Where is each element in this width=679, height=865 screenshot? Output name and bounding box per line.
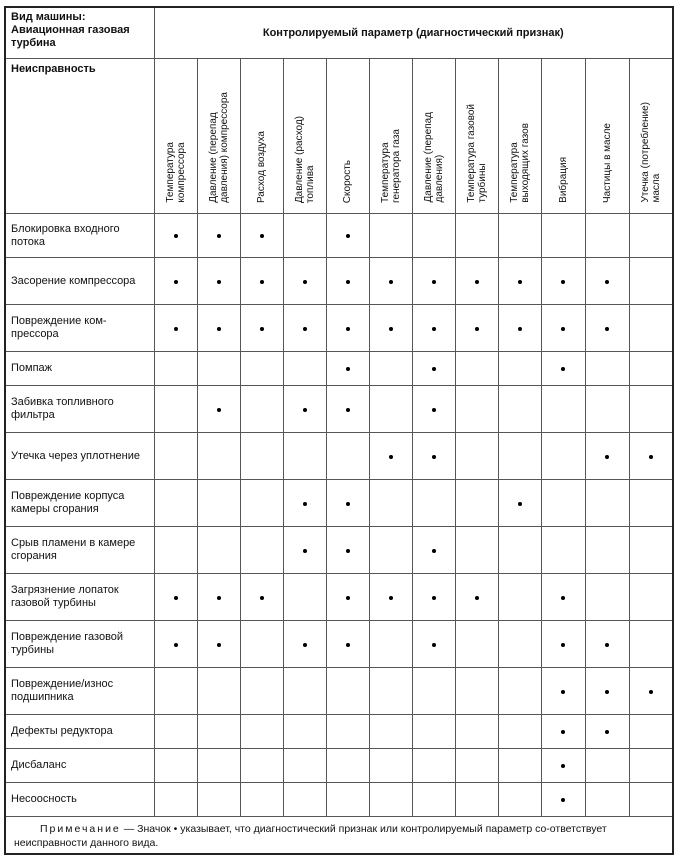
mark-cell	[240, 258, 283, 305]
bullet-mark	[174, 596, 178, 600]
mark-cell	[412, 749, 455, 783]
bullet-mark	[217, 596, 221, 600]
mark-cell	[455, 258, 498, 305]
mark-cell	[629, 386, 673, 433]
mark-cell	[455, 433, 498, 480]
bullet-mark	[174, 643, 178, 647]
mark-cell	[585, 386, 629, 433]
mark-cell	[585, 305, 629, 352]
bullet-mark	[605, 455, 609, 459]
mark-cell	[283, 715, 326, 749]
mark-cell	[585, 527, 629, 574]
mark-cell	[541, 480, 585, 527]
mark-cell	[154, 715, 197, 749]
mark-cell	[498, 783, 541, 817]
mark-cell	[240, 480, 283, 527]
mark-cell	[369, 574, 412, 621]
table-row	[5, 386, 673, 433]
mark-cell	[283, 386, 326, 433]
column-header	[240, 59, 283, 214]
mark-cell	[629, 258, 673, 305]
mark-cell	[369, 527, 412, 574]
column-header	[326, 59, 369, 214]
mark-cell	[369, 715, 412, 749]
mark-cell	[498, 480, 541, 527]
fault-name: Дефекты редуктора	[5, 715, 154, 749]
mark-cell	[326, 352, 369, 386]
mark-cell	[498, 214, 541, 258]
mark-cell	[283, 258, 326, 305]
fault-name: Блокировка входного потока	[5, 214, 154, 258]
mark-cell	[629, 783, 673, 817]
bullet-mark	[432, 280, 436, 284]
mark-cell	[498, 749, 541, 783]
bullet-mark	[303, 643, 307, 647]
mark-cell	[283, 214, 326, 258]
fault-name: Забивка топливного фильтра	[5, 386, 154, 433]
bullet-mark	[605, 690, 609, 694]
mark-cell	[629, 527, 673, 574]
bullet-mark	[346, 408, 350, 412]
bullet-mark	[346, 643, 350, 647]
note-label: Примечание	[40, 823, 121, 835]
mark-cell	[369, 305, 412, 352]
bullet-mark	[561, 764, 565, 768]
bullet-mark	[217, 327, 221, 331]
mark-cell	[541, 715, 585, 749]
bullet-mark	[260, 234, 264, 238]
mark-cell	[326, 433, 369, 480]
column-header-label: Температура выходящих газов	[508, 123, 531, 203]
mark-cell	[498, 621, 541, 668]
bullet-mark	[432, 596, 436, 600]
table-row	[5, 305, 673, 352]
mark-cell	[629, 574, 673, 621]
mark-cell	[197, 258, 240, 305]
mark-cell	[412, 527, 455, 574]
bullet-mark	[561, 596, 565, 600]
bullet-mark	[389, 455, 393, 459]
table-row	[5, 621, 673, 668]
mark-cell	[455, 621, 498, 668]
bullet-mark	[389, 596, 393, 600]
bullet-mark	[605, 327, 609, 331]
bullet-mark	[561, 798, 565, 802]
mark-cell	[240, 668, 283, 715]
mark-cell	[154, 433, 197, 480]
mark-cell	[197, 783, 240, 817]
mark-cell	[154, 480, 197, 527]
mark-cell	[498, 715, 541, 749]
mark-cell	[629, 352, 673, 386]
column-header	[197, 59, 240, 214]
column-header	[369, 59, 412, 214]
mark-cell	[197, 621, 240, 668]
mark-cell	[629, 668, 673, 715]
mark-cell	[541, 352, 585, 386]
mark-cell	[629, 480, 673, 527]
bullet-mark	[174, 234, 178, 238]
mark-cell	[585, 480, 629, 527]
table-row	[5, 258, 673, 305]
table-row	[5, 574, 673, 621]
mark-cell	[283, 783, 326, 817]
fault-title: Неисправность	[5, 59, 154, 214]
mark-cell	[541, 621, 585, 668]
bullet-mark	[561, 327, 565, 331]
mark-cell	[283, 621, 326, 668]
mark-cell	[412, 352, 455, 386]
column-header-label: Давление (расход) топлива	[293, 115, 316, 203]
mark-cell	[369, 480, 412, 527]
bullet-mark	[518, 502, 522, 506]
mark-cell	[585, 749, 629, 783]
column-header	[498, 59, 541, 214]
mark-cell	[283, 749, 326, 783]
mark-cell	[541, 258, 585, 305]
mark-cell	[326, 783, 369, 817]
table-row	[5, 749, 673, 783]
mark-cell	[154, 386, 197, 433]
mark-cell	[197, 386, 240, 433]
mark-cell	[585, 574, 629, 621]
bullet-mark	[518, 280, 522, 284]
mark-cell	[240, 715, 283, 749]
mark-cell	[197, 214, 240, 258]
mark-cell	[154, 214, 197, 258]
mark-cell	[283, 480, 326, 527]
bullet-mark	[303, 549, 307, 553]
mark-cell	[498, 574, 541, 621]
bullet-mark	[561, 280, 565, 284]
bullet-mark	[432, 549, 436, 553]
bullet-mark	[518, 327, 522, 331]
mark-cell	[326, 668, 369, 715]
mark-cell	[498, 668, 541, 715]
bullet-mark	[346, 502, 350, 506]
mark-cell	[498, 527, 541, 574]
mark-cell	[412, 574, 455, 621]
column-header-label: Температура газовой турбины	[465, 104, 488, 203]
mark-cell	[197, 527, 240, 574]
fault-name: Дисбаланс	[5, 749, 154, 783]
mark-cell	[154, 621, 197, 668]
mark-cell	[412, 668, 455, 715]
mark-cell	[455, 305, 498, 352]
params-title: Контролируемый параметр (диагностический признак)	[154, 7, 673, 59]
mark-cell	[197, 574, 240, 621]
bullet-mark	[605, 730, 609, 734]
bullet-mark	[260, 596, 264, 600]
machine-label: Вид машины:	[11, 11, 86, 23]
fault-name: Срыв пламени в камере сгорания	[5, 527, 154, 574]
note-text: — Значок • указывает, что диагностический признак или контролируемый параметр со-ответствует неисправности данного вида.	[14, 823, 607, 849]
mark-cell	[197, 715, 240, 749]
mark-cell	[197, 305, 240, 352]
mark-cell	[283, 668, 326, 715]
bullet-mark	[217, 643, 221, 647]
mark-cell	[240, 574, 283, 621]
mark-cell	[326, 386, 369, 433]
table-row	[5, 433, 673, 480]
column-header-label: Вибрация	[557, 157, 569, 203]
column-header-label: Давление (перепад давления)	[422, 112, 445, 203]
mark-cell	[585, 258, 629, 305]
bullet-mark	[561, 367, 565, 371]
fault-name: Засорение компрессора	[5, 258, 154, 305]
mark-cell	[585, 668, 629, 715]
bullet-mark	[303, 280, 307, 284]
mark-cell	[541, 527, 585, 574]
bullet-mark	[217, 280, 221, 284]
mark-cell	[455, 386, 498, 433]
table-row	[5, 783, 673, 817]
mark-cell	[369, 668, 412, 715]
column-header	[585, 59, 629, 214]
mark-cell	[541, 668, 585, 715]
machine-value: Авиационная газовая турбина	[11, 24, 130, 49]
bullet-mark	[561, 643, 565, 647]
mark-cell	[412, 783, 455, 817]
bullet-mark	[649, 690, 653, 694]
mark-cell	[283, 305, 326, 352]
bullet-mark	[174, 327, 178, 331]
mark-cell	[455, 783, 498, 817]
column-header-label: Температура компрессора	[164, 142, 187, 203]
bullet-mark	[346, 367, 350, 371]
mark-cell	[412, 715, 455, 749]
table-row	[5, 668, 673, 715]
column-header	[154, 59, 197, 214]
table-row	[5, 214, 673, 258]
mark-cell	[369, 621, 412, 668]
mark-cell	[541, 386, 585, 433]
column-header-label: Расход воздуха	[256, 130, 267, 203]
mark-cell	[541, 783, 585, 817]
bullet-mark	[260, 280, 264, 284]
mark-cell	[629, 305, 673, 352]
column-header	[455, 59, 498, 214]
mark-cell	[240, 621, 283, 668]
fault-name: Несоосность	[5, 783, 154, 817]
mark-cell	[326, 258, 369, 305]
bullet-mark	[432, 327, 436, 331]
bullet-mark	[432, 408, 436, 412]
column-header-label: Частицы в масле	[601, 122, 613, 203]
mark-cell	[541, 433, 585, 480]
mark-cell	[240, 783, 283, 817]
bullet-mark	[346, 234, 350, 238]
bullet-mark	[432, 367, 436, 371]
fault-name: Повреждение корпуса камеры сгорания	[5, 480, 154, 527]
mark-cell	[154, 305, 197, 352]
column-header	[629, 59, 673, 214]
bullet-mark	[303, 408, 307, 412]
bullet-mark	[475, 596, 479, 600]
column-header-label: Давление (перепад давления) компрессора	[207, 92, 230, 203]
column-header	[412, 59, 455, 214]
mark-cell	[154, 783, 197, 817]
mark-cell	[283, 574, 326, 621]
mark-cell	[197, 433, 240, 480]
mark-cell	[629, 433, 673, 480]
note-row	[5, 817, 673, 855]
column-header	[283, 59, 326, 214]
bullet-mark	[649, 455, 653, 459]
mark-cell	[197, 668, 240, 715]
bullet-mark	[260, 327, 264, 331]
mark-cell	[369, 433, 412, 480]
bullet-mark	[303, 327, 307, 331]
table-row	[5, 352, 673, 386]
mark-cell	[326, 214, 369, 258]
mark-cell	[240, 305, 283, 352]
mark-cell	[369, 386, 412, 433]
mark-cell	[240, 433, 283, 480]
column-header-label: Утечка (потребление) масла	[639, 102, 662, 203]
mark-cell	[326, 527, 369, 574]
mark-cell	[154, 352, 197, 386]
mark-cell	[197, 749, 240, 783]
bullet-mark	[432, 455, 436, 459]
mark-cell	[240, 214, 283, 258]
mark-cell	[412, 305, 455, 352]
mark-cell	[541, 574, 585, 621]
fault-name: Повреждение газовой турбины	[5, 621, 154, 668]
mark-cell	[154, 668, 197, 715]
mark-cell	[455, 749, 498, 783]
mark-cell	[240, 386, 283, 433]
bullet-mark	[561, 690, 565, 694]
fault-name: Повреждение ком-прессора	[5, 305, 154, 352]
mark-cell	[154, 527, 197, 574]
bullet-mark	[217, 408, 221, 412]
mark-cell	[326, 574, 369, 621]
fault-name: Утечка через уплотнение	[5, 433, 154, 480]
bullet-mark	[217, 234, 221, 238]
mark-cell	[455, 668, 498, 715]
bullet-mark	[346, 280, 350, 284]
mark-cell	[240, 749, 283, 783]
mark-cell	[240, 352, 283, 386]
bullet-mark	[561, 730, 565, 734]
mark-cell	[455, 715, 498, 749]
note	[5, 817, 673, 855]
mark-cell	[541, 305, 585, 352]
table-row	[5, 527, 673, 574]
bullet-mark	[303, 502, 307, 506]
fault-name: Помпаж	[5, 352, 154, 386]
mark-cell	[629, 214, 673, 258]
mark-cell	[455, 527, 498, 574]
mark-cell	[412, 258, 455, 305]
mark-cell	[629, 621, 673, 668]
mark-cell	[498, 305, 541, 352]
mark-cell	[283, 527, 326, 574]
mark-cell	[629, 749, 673, 783]
mark-cell	[498, 352, 541, 386]
mark-cell	[154, 574, 197, 621]
bullet-mark	[346, 327, 350, 331]
bullet-mark	[174, 280, 178, 284]
fault-name: Повреждение/износ подшипника	[5, 668, 154, 715]
machine-type-cell	[5, 7, 154, 59]
mark-cell	[326, 305, 369, 352]
mark-cell	[240, 527, 283, 574]
mark-cell	[585, 214, 629, 258]
mark-cell	[498, 433, 541, 480]
mark-cell	[154, 749, 197, 783]
bullet-mark	[475, 280, 479, 284]
mark-cell	[585, 621, 629, 668]
mark-cell	[585, 715, 629, 749]
table-row	[5, 715, 673, 749]
mark-cell	[498, 258, 541, 305]
mark-cell	[326, 749, 369, 783]
mark-cell	[455, 352, 498, 386]
mark-cell	[498, 386, 541, 433]
mark-cell	[326, 715, 369, 749]
column-header-row	[5, 59, 673, 214]
column-header	[541, 59, 585, 214]
bullet-mark	[605, 643, 609, 647]
mark-cell	[326, 621, 369, 668]
bullet-mark	[432, 643, 436, 647]
mark-cell	[455, 480, 498, 527]
mark-cell	[283, 433, 326, 480]
mark-cell	[585, 433, 629, 480]
mark-cell	[455, 214, 498, 258]
bullet-mark	[346, 549, 350, 553]
bullet-mark	[475, 327, 479, 331]
bullet-mark	[346, 596, 350, 600]
column-header-label: Температура генератора газа	[379, 129, 402, 203]
mark-cell	[369, 214, 412, 258]
mark-cell	[412, 433, 455, 480]
mark-cell	[541, 214, 585, 258]
bullet-mark	[605, 280, 609, 284]
mark-cell	[412, 480, 455, 527]
mark-cell	[369, 783, 412, 817]
bullet-mark	[389, 327, 393, 331]
mark-cell	[283, 352, 326, 386]
mark-cell	[369, 749, 412, 783]
table-row	[5, 480, 673, 527]
mark-cell	[412, 386, 455, 433]
mark-cell	[455, 574, 498, 621]
column-header-label: Скорость	[342, 159, 353, 203]
mark-cell	[585, 783, 629, 817]
diagnostic-table	[4, 6, 674, 855]
mark-cell	[412, 214, 455, 258]
bullet-mark	[389, 280, 393, 284]
mark-cell	[154, 258, 197, 305]
mark-cell	[541, 749, 585, 783]
mark-cell	[369, 258, 412, 305]
mark-cell	[197, 480, 240, 527]
mark-cell	[585, 352, 629, 386]
header-row	[5, 7, 673, 59]
mark-cell	[197, 352, 240, 386]
fault-name: Загрязнение лопаток газовой турбины	[5, 574, 154, 621]
mark-cell	[412, 621, 455, 668]
mark-cell	[629, 715, 673, 749]
mark-cell	[326, 480, 369, 527]
mark-cell	[369, 352, 412, 386]
